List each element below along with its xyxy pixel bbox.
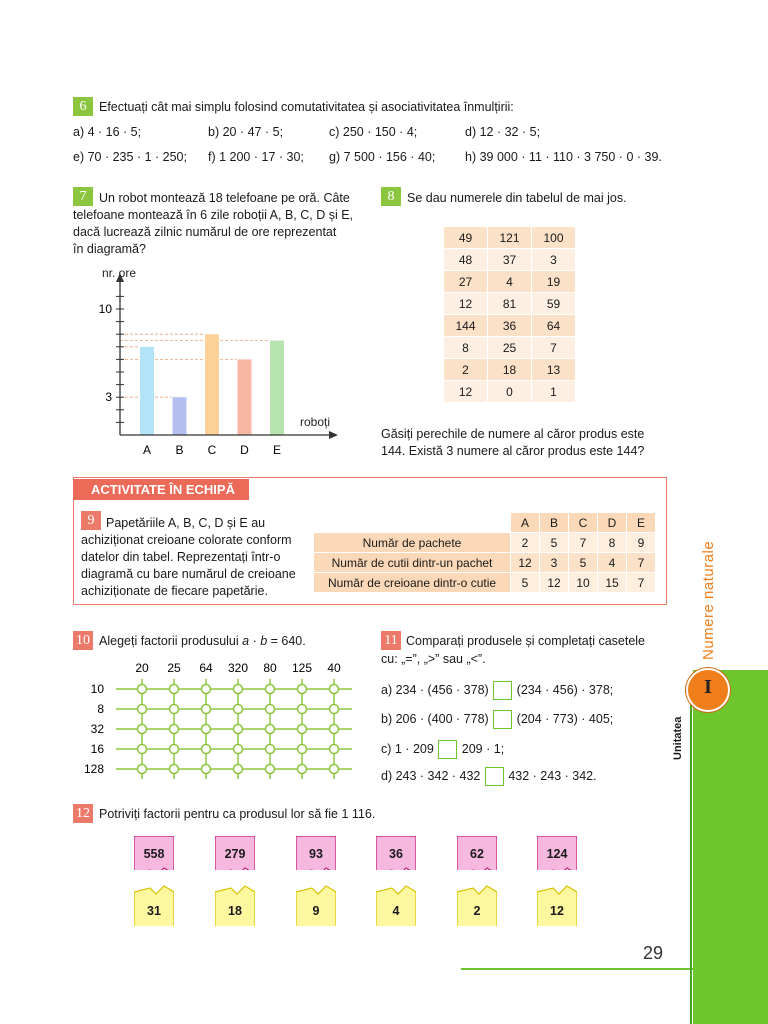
ex8-number: 8: [381, 187, 401, 206]
grid-node[interactable]: [330, 745, 339, 754]
table-row: [444, 271, 576, 293]
ex11-number: 11: [381, 631, 401, 650]
ex7-number: 7: [73, 187, 93, 206]
bar-B: [173, 397, 187, 435]
compare-answer-box[interactable]: [493, 710, 512, 729]
bar-D: [238, 359, 252, 435]
ex11-item: [381, 767, 597, 786]
ex9-data-table: [313, 512, 656, 593]
grid-top-factor: 40: [327, 661, 341, 675]
page-number: 29: [643, 943, 664, 963]
grid-node[interactable]: [138, 705, 147, 714]
ex10-text-before: Alegeți factorii produsului: [99, 634, 243, 648]
ex6-number: 6: [73, 97, 93, 116]
unit-title: Numere naturale: [700, 540, 717, 660]
grid-node[interactable]: [298, 685, 307, 694]
compare-answer-box[interactable]: [438, 740, 457, 759]
ex6-statement: Efectuați cât mai simplu folosind comutativitatea și asociativitatea înmulțirii:: [99, 100, 514, 114]
table-cell: 48: [444, 249, 488, 271]
unit-label: Unitatea: [672, 716, 684, 760]
grid-top-factor: 80: [263, 661, 277, 675]
x-axis-label: roboți: [300, 415, 331, 429]
table-cell: 10: [569, 573, 598, 593]
grid-top-factor: 64: [199, 661, 213, 675]
table-cell: 13: [532, 359, 576, 381]
top-factor-label: 124: [546, 847, 568, 861]
table-row: [444, 293, 576, 315]
grid-node[interactable]: [266, 745, 275, 754]
grid-node[interactable]: [202, 725, 211, 734]
table-row: [314, 533, 656, 553]
grid-node[interactable]: [266, 765, 275, 774]
table-cell: 15: [598, 573, 627, 593]
table-row: [444, 249, 576, 271]
grid-node[interactable]: [170, 705, 179, 714]
table-cell: 27: [444, 271, 488, 293]
ex10-text-after: = 640.: [267, 634, 306, 648]
ex6-item-g: g) 7 500 · 156 · 40;: [329, 150, 436, 164]
column-header: A: [511, 513, 540, 533]
grid-top-factor: 20: [135, 661, 149, 675]
ex6-item-b: b) 20 · 47 · 5;: [208, 125, 284, 139]
table-cell: 7: [569, 533, 598, 553]
grid-left-factor: 32: [90, 722, 104, 736]
grid-left-factor: 8: [97, 702, 104, 716]
side-band-edge: [690, 675, 728, 1024]
ex11-line-2: cu: „=”, „>” sau „<”.: [381, 652, 486, 666]
table-cell: 64: [532, 315, 576, 337]
grid-node[interactable]: [138, 765, 147, 774]
y-tick-label: 3: [105, 390, 112, 405]
table-cell: 59: [532, 293, 576, 315]
table-cell: 5: [511, 573, 540, 593]
column-header: D: [598, 513, 627, 533]
grid-node[interactable]: [234, 705, 243, 714]
grid-node[interactable]: [234, 725, 243, 734]
table-cell: 7: [627, 573, 656, 593]
ex11-item: [381, 740, 504, 759]
x-tick-label-D: D: [240, 443, 249, 457]
grid-node[interactable]: [138, 745, 147, 754]
table-cell: 12: [444, 381, 488, 403]
table-row: [444, 227, 576, 249]
table-cell: 8: [598, 533, 627, 553]
table-cell: 7: [532, 337, 576, 359]
ex9-line-1: Papetăriile A, B, C, D și E au: [106, 516, 266, 530]
table-cell: 25: [488, 337, 532, 359]
top-factor-label: 62: [470, 847, 484, 861]
grid-top-factor: 25: [167, 661, 181, 675]
grid-node[interactable]: [234, 745, 243, 754]
table-cell: 121: [488, 227, 532, 249]
column-header: E: [627, 513, 656, 533]
ex8-number-table: [443, 226, 576, 403]
row-label: Număr de pachete: [314, 533, 511, 553]
compare-answer-box[interactable]: [493, 681, 512, 700]
table-cell: 144: [444, 315, 488, 337]
grid-node[interactable]: [330, 725, 339, 734]
ex11-left-expression: d) 243 · 342 · 432: [381, 768, 481, 783]
table-cell: 2: [444, 359, 488, 381]
ex8-question-line-2: 144. Există 3 numere al căror produs este 144?: [381, 444, 645, 458]
bottom-factor-label: 9: [312, 904, 320, 918]
table-cell: 81: [488, 293, 532, 315]
ex6-item-f: f) 1 200 · 17 · 30;: [208, 150, 304, 164]
ex6-item-e: e) 70 · 235 · 1 · 250;: [73, 150, 187, 164]
grid-left-factor: 16: [90, 742, 104, 756]
grid-top-factor: 320: [227, 661, 249, 675]
grid-left-factor: 10: [90, 682, 104, 696]
top-factor-label: 558: [143, 847, 165, 861]
bottom-factor-label: 2: [473, 904, 481, 918]
column-header: B: [540, 513, 569, 533]
table-cell: 19: [532, 271, 576, 293]
grid-node[interactable]: [330, 765, 339, 774]
grid-node[interactable]: [330, 685, 339, 694]
footer-line: [461, 968, 693, 970]
ex7-bar-chart: [80, 262, 350, 462]
ex8-question-line-1: Găsiți perechile de numere al căror produs este: [381, 427, 645, 441]
grid-node[interactable]: [202, 705, 211, 714]
team-activity-title: ACTIVITATE ÎN ECHIPĂ: [73, 479, 249, 500]
table-cell: 12: [511, 553, 540, 573]
ex12-statement: Potriviți factorii pentru ca produsul lor să fie 1 116.: [99, 807, 376, 821]
table-cell: 49: [444, 227, 488, 249]
table-cell: 36: [488, 315, 532, 337]
ex10-formula: a · b: [242, 634, 268, 648]
table-header-row: [314, 513, 656, 533]
x-tick-label-A: A: [142, 443, 152, 457]
grid-node[interactable]: [266, 725, 275, 734]
grid-node[interactable]: [170, 765, 179, 774]
table-cell: 100: [532, 227, 576, 249]
ex9-number: 9: [81, 511, 101, 530]
top-factor-label: 36: [389, 847, 403, 861]
table-corner: [314, 513, 511, 533]
ex6-item-c: c) 250 · 150 · 4;: [329, 125, 418, 139]
bottom-factor-label: 12: [550, 904, 564, 918]
ex7-line-3: dacă lucrează zilnic numărul de ore reprezentat: [73, 225, 337, 239]
top-factor-label: 93: [309, 847, 323, 861]
table-cell: 4: [488, 271, 532, 293]
table-row: [314, 553, 656, 573]
x-tick-label-C: C: [207, 443, 217, 457]
bar-E: [270, 341, 284, 436]
grid-node[interactable]: [234, 765, 243, 774]
bottom-factor-label: 18: [228, 904, 242, 918]
table-cell: 5: [540, 533, 569, 553]
unit-number: I: [704, 676, 712, 698]
ex6-item-d: d) 12 · 32 · 5;: [465, 125, 541, 139]
ex11-right-expression: 209 · 1;: [461, 741, 505, 756]
ex11-left-expression: a) 234 · (456 · 378): [381, 682, 489, 697]
table-cell: 3: [532, 249, 576, 271]
ex11-item: [381, 681, 613, 700]
grid-node[interactable]: [138, 685, 147, 694]
grid-node[interactable]: [170, 725, 179, 734]
grid-node[interactable]: [266, 705, 275, 714]
table-cell: 8: [444, 337, 488, 359]
table-cell: 12: [444, 293, 488, 315]
row-label: Număr de cutii dintr-un pachet: [314, 553, 511, 573]
y-tick-label: 10: [98, 302, 112, 316]
bar-A: [140, 347, 154, 435]
ex11-left-expression: c) 1 · 209: [381, 741, 434, 756]
ex7-line-2: telefoane montează în 6 zile roboții A, B, C, D și E,: [73, 208, 354, 222]
ex11-right-expression: 432 · 243 · 342.: [508, 768, 597, 783]
bottom-factor-label: 31: [147, 904, 161, 918]
grid-node[interactable]: [170, 745, 179, 754]
row-label: Număr de creioane dintr-o cutie: [314, 573, 511, 593]
grid-node[interactable]: [298, 705, 307, 714]
ex6-item-a: a) 4 · 16 · 5;: [73, 125, 142, 139]
bar-C: [205, 334, 219, 435]
grid-node[interactable]: [298, 765, 307, 774]
ex7-line-4: în diagramă?: [73, 242, 146, 256]
ex9-line-5: achiziționate de fiecare papetărie.: [81, 584, 268, 598]
table-row: [444, 315, 576, 337]
grid-node[interactable]: [202, 745, 211, 754]
ex11-line-1: Comparați produsele și completați casetele: [406, 634, 646, 648]
ex11-left-expression: b) 206 · (400 · 778): [381, 711, 489, 726]
ex9-line-3: datelor din tabel. Reprezentați într-o: [81, 550, 281, 564]
grid-top-factor: 125: [291, 661, 313, 675]
table-row: [314, 573, 656, 593]
x-tick-label-E: E: [272, 443, 282, 457]
table-row: [444, 337, 576, 359]
x-tick-label-B: B: [175, 443, 184, 457]
ex9-line-2: achiziționat creioane colorate conform: [81, 533, 292, 547]
grid-node[interactable]: [298, 725, 307, 734]
ex9-line-4: diagramă cu bare numărul de creioane: [81, 567, 296, 581]
column-header: C: [569, 513, 598, 533]
bottom-factor-label: 4: [392, 904, 400, 918]
ex10-statement: [99, 633, 306, 650]
ex12-number: 12: [73, 804, 93, 823]
ex11-right-expression: (204 · 773) · 405;: [516, 711, 614, 726]
ex11-item: [381, 710, 613, 729]
grid-node[interactable]: [202, 685, 211, 694]
table-cell: 2: [511, 533, 540, 553]
grid-node[interactable]: [266, 685, 275, 694]
ex11-right-expression: (234 · 456) · 378;: [516, 682, 614, 697]
table-cell: 18: [488, 359, 532, 381]
grid-left-factor: 128: [83, 762, 104, 776]
table-cell: 37: [488, 249, 532, 271]
grid-node[interactable]: [202, 765, 211, 774]
table-cell: 4: [598, 553, 627, 573]
ex8-statement: Se dau numerele din tabelul de mai jos.: [407, 191, 627, 205]
grid-node[interactable]: [234, 685, 243, 694]
table-cell: 1: [532, 381, 576, 403]
table-cell: 0: [488, 381, 532, 403]
top-factor-label: 279: [224, 847, 246, 861]
grid-node[interactable]: [298, 745, 307, 754]
grid-node[interactable]: [170, 685, 179, 694]
grid-node[interactable]: [330, 705, 339, 714]
ex10-number: 10: [73, 631, 93, 650]
table-cell: 3: [540, 553, 569, 573]
table-cell: 9: [627, 533, 656, 553]
ex6-item-h: h) 39 000 · 11 · 110 · 3 750 · 0 · 39.: [465, 150, 662, 164]
table-cell: 5: [569, 553, 598, 573]
table-cell: 12: [540, 573, 569, 593]
grid-node[interactable]: [138, 725, 147, 734]
compare-answer-box[interactable]: [485, 767, 504, 786]
table-cell: 7: [627, 553, 656, 573]
table-row: [444, 381, 576, 403]
ex10-factor-grid: [70, 655, 370, 780]
ex7-line-1: Un robot montează 18 telefoane pe oră. Câte: [99, 191, 350, 205]
table-row: [444, 359, 576, 381]
y-axis-label: nr. ore: [102, 266, 137, 280]
